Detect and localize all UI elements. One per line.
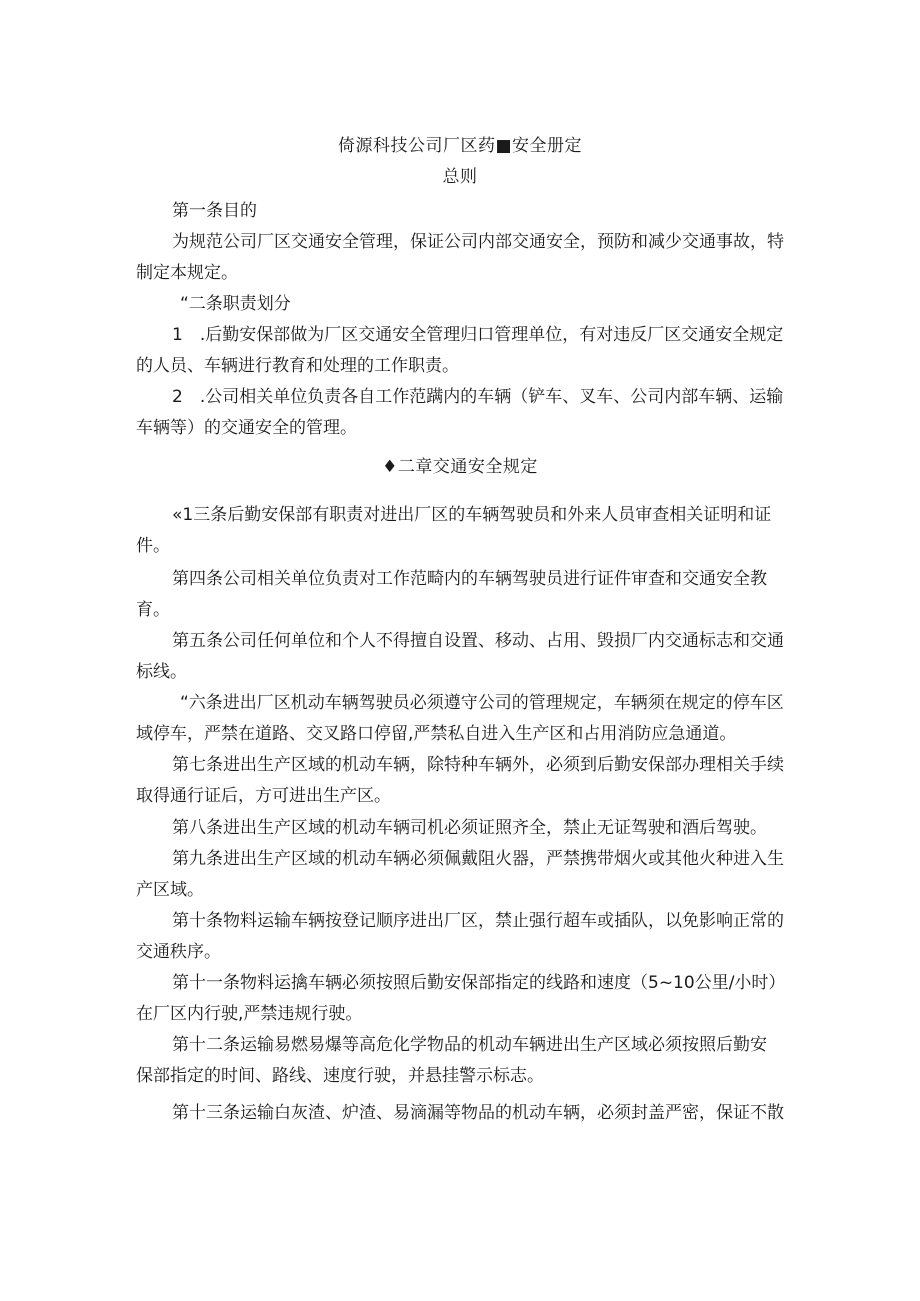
article-5-line-1: 第五条公司任何单位和个人不得擅自设置、移动、占用、毁损厂内交通标志和交通 <box>172 631 784 651</box>
chapter-1-heading: 总则 <box>442 167 478 187</box>
article-8-line-1: 第八条进出生产区域的机动车辆司机必须证照齐全，禁止无证驾驶和酒后驾驶。 <box>172 818 767 838</box>
article-6-line-1: “六条进出厂区机动车辆驾驶员必须遵守公司的管理规定，车辆须在规定的停车区 <box>180 693 784 713</box>
article-2-heading: “二条职责划分 <box>180 294 291 314</box>
article-12-line-2: 保部指定的时间、路线、速度行驶，并悬挂警示标志。 <box>136 1066 544 1086</box>
article-7-line-1: 第七条进出生产区域的机动车辆，除特种车辆外，必须到后勤安保部办理相关手续 <box>172 755 784 775</box>
article-4-line-1: 第四条公司相关单位负责对工作范畸内的车辆驾驶员进行证件审查和交通安全教 <box>172 569 767 589</box>
chapter-2-heading: ♦二章交通安全规定 <box>382 457 538 477</box>
article-7-line-2: 取得通行证后，方可进出生产区。 <box>136 786 391 806</box>
item-1-line-2: 的人员、车辆进行教育和处理的工作职责。 <box>136 356 459 376</box>
item-2-line-1: 2 .公司相关单位负责各自工作范蹒内的车辆（铲车、叉车、公司内部车辆、运输 <box>172 387 784 407</box>
article-10-line-1: 第十条物料运输车辆按登记顺序进出厂区，禁止强行超车或插队，以免影响正常的 <box>172 911 784 931</box>
article-9-line-2: 产区域。 <box>136 880 204 900</box>
article-4-line-2: 育。 <box>136 600 170 620</box>
item-2-line-2: 车辆等）的交通安全的管理。 <box>136 418 357 438</box>
article-10-line-2: 交通秩序。 <box>136 942 221 962</box>
article-3-line-1: «1三条后勤安保部有职责对进出厂区的车辆驾驶员和外来人员审查相关证明和证 <box>172 505 772 525</box>
article-6-line-2: 域停车，严禁在道路、交叉路口停留,严禁私自进入生产区和占用消防应急通道。 <box>136 724 737 744</box>
article-3-line-2: 件。 <box>136 536 170 556</box>
article-11-line-2: 在厂区内行驶,严禁违规行驶。 <box>136 1004 363 1024</box>
article-1-heading: 第一条目的 <box>172 201 257 221</box>
article-11-line-1: 第十一条物料运擒车辆必须按照后勤安保部指定的线路和速度（5~10公里/小时） <box>172 973 786 993</box>
article-12-line-1: 第十二条运输易燃易爆等高危化学物品的机动车辆进出生产区域必须按照后勤安 <box>172 1035 767 1055</box>
article-9-line-1: 第九条进出生产区域的机动车辆必须佩戴阻火器，严禁携带烟火或其他火种进入生 <box>172 849 784 869</box>
document-title: 倚源科技公司厂区药■安全册定 <box>337 136 583 156</box>
article-1-text-line-2: 制定本规定。 <box>136 263 238 283</box>
article-13-line-1: 第十三条运输白灰渣、炉渣、易滴漏等物品的机动车辆，必须封盖严密，保证不散 <box>172 1103 784 1123</box>
article-1-text-line-1: 为规范公司厂区交通安全管理，保证公司内部交通安全，预防和减少交通事故，特 <box>172 232 784 252</box>
article-5-line-2: 标线。 <box>136 662 187 682</box>
item-1-line-1: 1 .后勤安保部做为厂区交通安全管理归口管理单位，有对违反厂区交通安全规定 <box>172 325 784 345</box>
